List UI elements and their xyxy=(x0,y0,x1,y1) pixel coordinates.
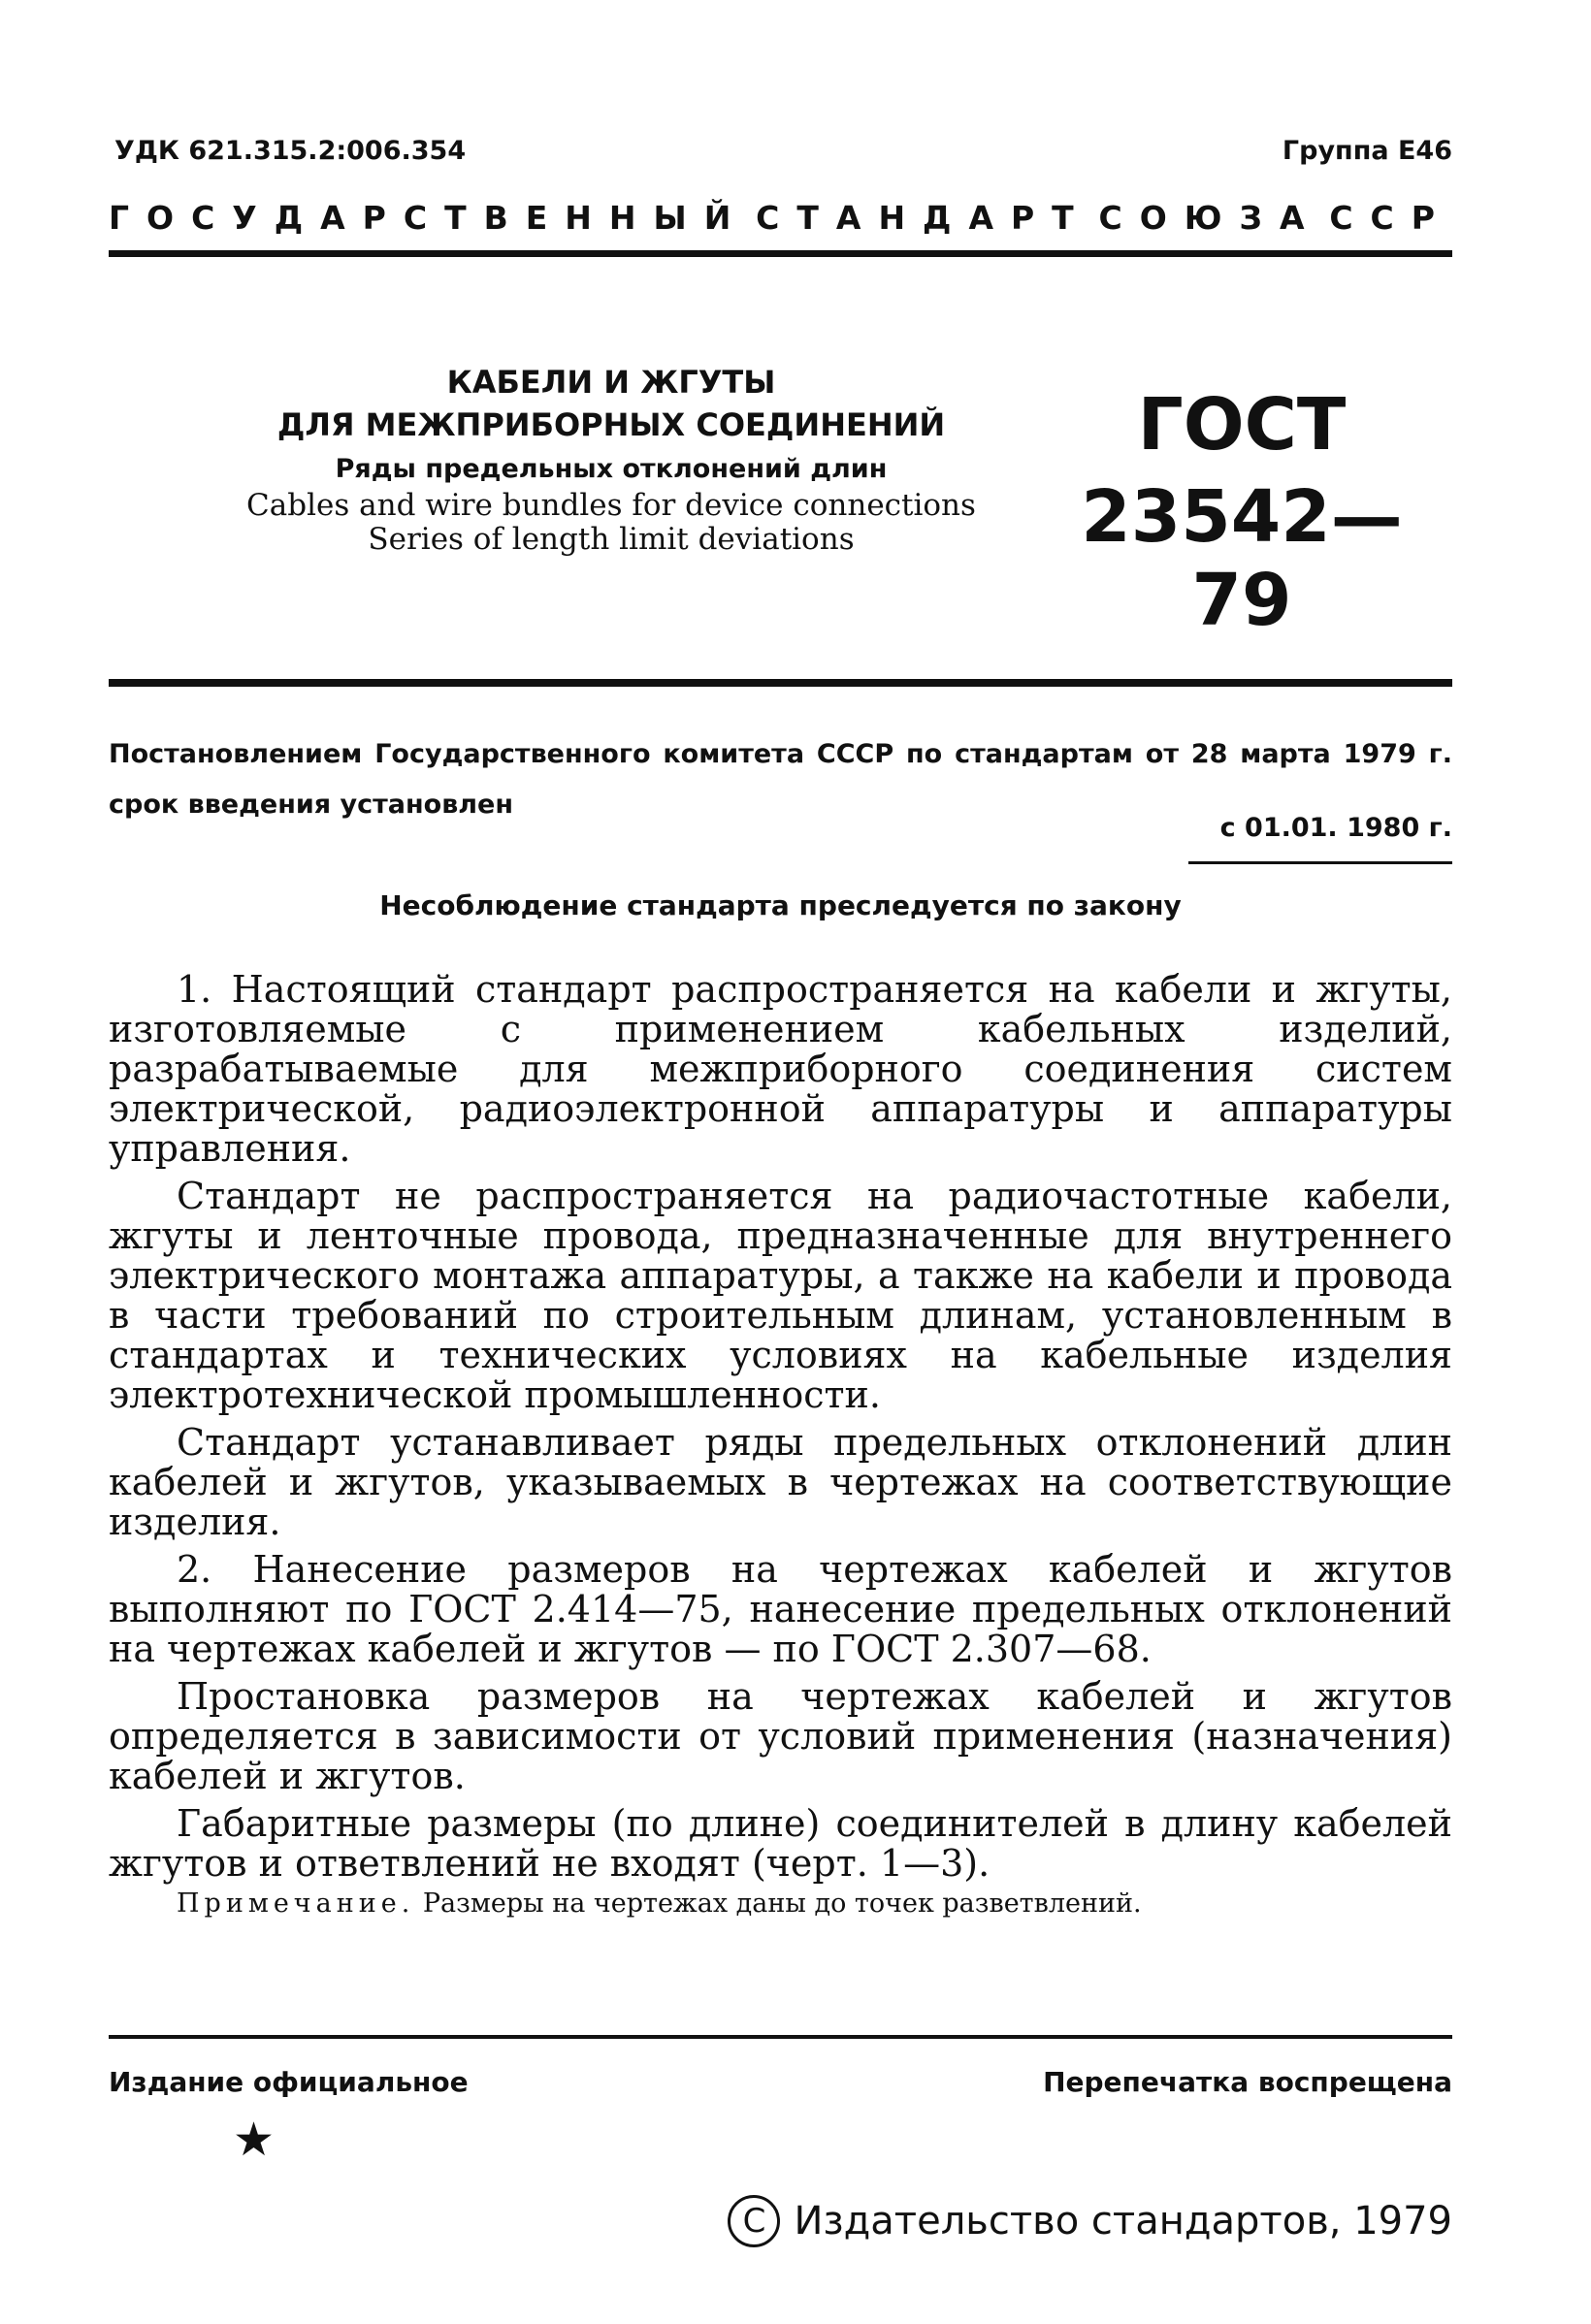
heading-word: ГОСУДАРСТВЕННЫЙ xyxy=(109,199,749,237)
gost-number: 23542—79 xyxy=(1081,475,1403,642)
title-subtitle: Ряды предельных отклонений длин xyxy=(335,454,888,484)
publisher: Издательство стандартов, 1979 xyxy=(794,2199,1452,2243)
decree-text: Постановлением Государственного комитета СССР по стандартам от 28 марта 1979 г. срок введения установлен xyxy=(109,739,1452,820)
paragraph: Габаритные размеры (по длине) соединителей в длину кабелей жгутов и ответвлений не входят (черт. 1—3). xyxy=(109,1802,1452,1885)
middle-divider xyxy=(109,679,1452,687)
title-line-2: ДЛЯ МЕЖПРИБОРНЫХ СОЕДИНЕНИЙ xyxy=(276,406,946,443)
heading-word: СОЮЗА xyxy=(1098,199,1322,237)
title-line-1: КАБЕЛИ И ЖГУТЫ xyxy=(446,364,776,401)
paragraph: Стандарт устанавливает ряды предельных отклонений длин кабелей и жгутов, указываемых в чертежах на соответствующие изделия. xyxy=(109,1421,1452,1543)
body-text xyxy=(109,970,1452,1891)
state-standard-heading xyxy=(109,199,1452,237)
paragraph: 2. Нанесение размеров на чертежах кабелей и жгутов выполняют по ГОСТ 2.414—75, нанесение предельных отклонений на чертежах кабелей и жгутов — по ГОСТ 2.307—68. xyxy=(109,1548,1452,1670)
star-icon: ★ xyxy=(233,2113,276,2167)
note-text: Размеры на чертежах даны до точек разветвлений. xyxy=(414,1888,1142,1919)
paragraph: Стандарт не распространяется на радиочастотные кабели, жгуты и ленточные провода, предназначенные для внутреннего электрического монтажа аппаратуры, а также на кабели и провода в части требований по строительным длинам, установленным в стандартах и технических условиях на кабельные изделия электротехнической промышленности. xyxy=(109,1175,1452,1416)
note-label: Примечание. xyxy=(177,1888,415,1919)
gost-label: ГОСТ xyxy=(1137,383,1347,467)
penalty-notice: Несоблюдение стандарта преследуется по закону xyxy=(379,889,1182,921)
heading-word: ССР xyxy=(1329,199,1452,237)
note xyxy=(177,1888,1452,1919)
english-title-2: Series of length limit deviations xyxy=(368,522,855,557)
bottom-divider xyxy=(109,2035,1452,2039)
paragraph: 1. Настоящий стандарт распространяется на кабели и жгуты, изготовляемые с применением кабельных изделий, разрабатываемые для межприборного соединения систем электрической, радиоэлектронной аппаратуры и аппаратуры управления. xyxy=(109,968,1452,1170)
heading-word: СТАНДАРТ xyxy=(756,199,1091,237)
udk-code: УДК 621.315.2:006.354 xyxy=(114,136,467,166)
copyright-line xyxy=(728,2195,1452,2247)
paragraph: Простановка размеров на чертежах кабелей и жгутов определяется в зависимости от условий применения (назначения) кабелей и жгутов. xyxy=(109,1675,1452,1797)
top-divider xyxy=(109,250,1452,257)
official-edition: Издание официальное xyxy=(109,2066,469,2098)
group-code: Группа Е46 xyxy=(1282,136,1452,166)
date-underline xyxy=(1188,861,1452,864)
reprint-prohibited: Перепечатка воспрещена xyxy=(1043,2066,1452,2098)
copyright-icon: C xyxy=(728,2195,780,2247)
english-title-1: Cables and wire bundles for device connections xyxy=(246,488,976,523)
title-block xyxy=(223,361,999,557)
effective-date: с 01.01. 1980 г. xyxy=(1219,813,1452,843)
